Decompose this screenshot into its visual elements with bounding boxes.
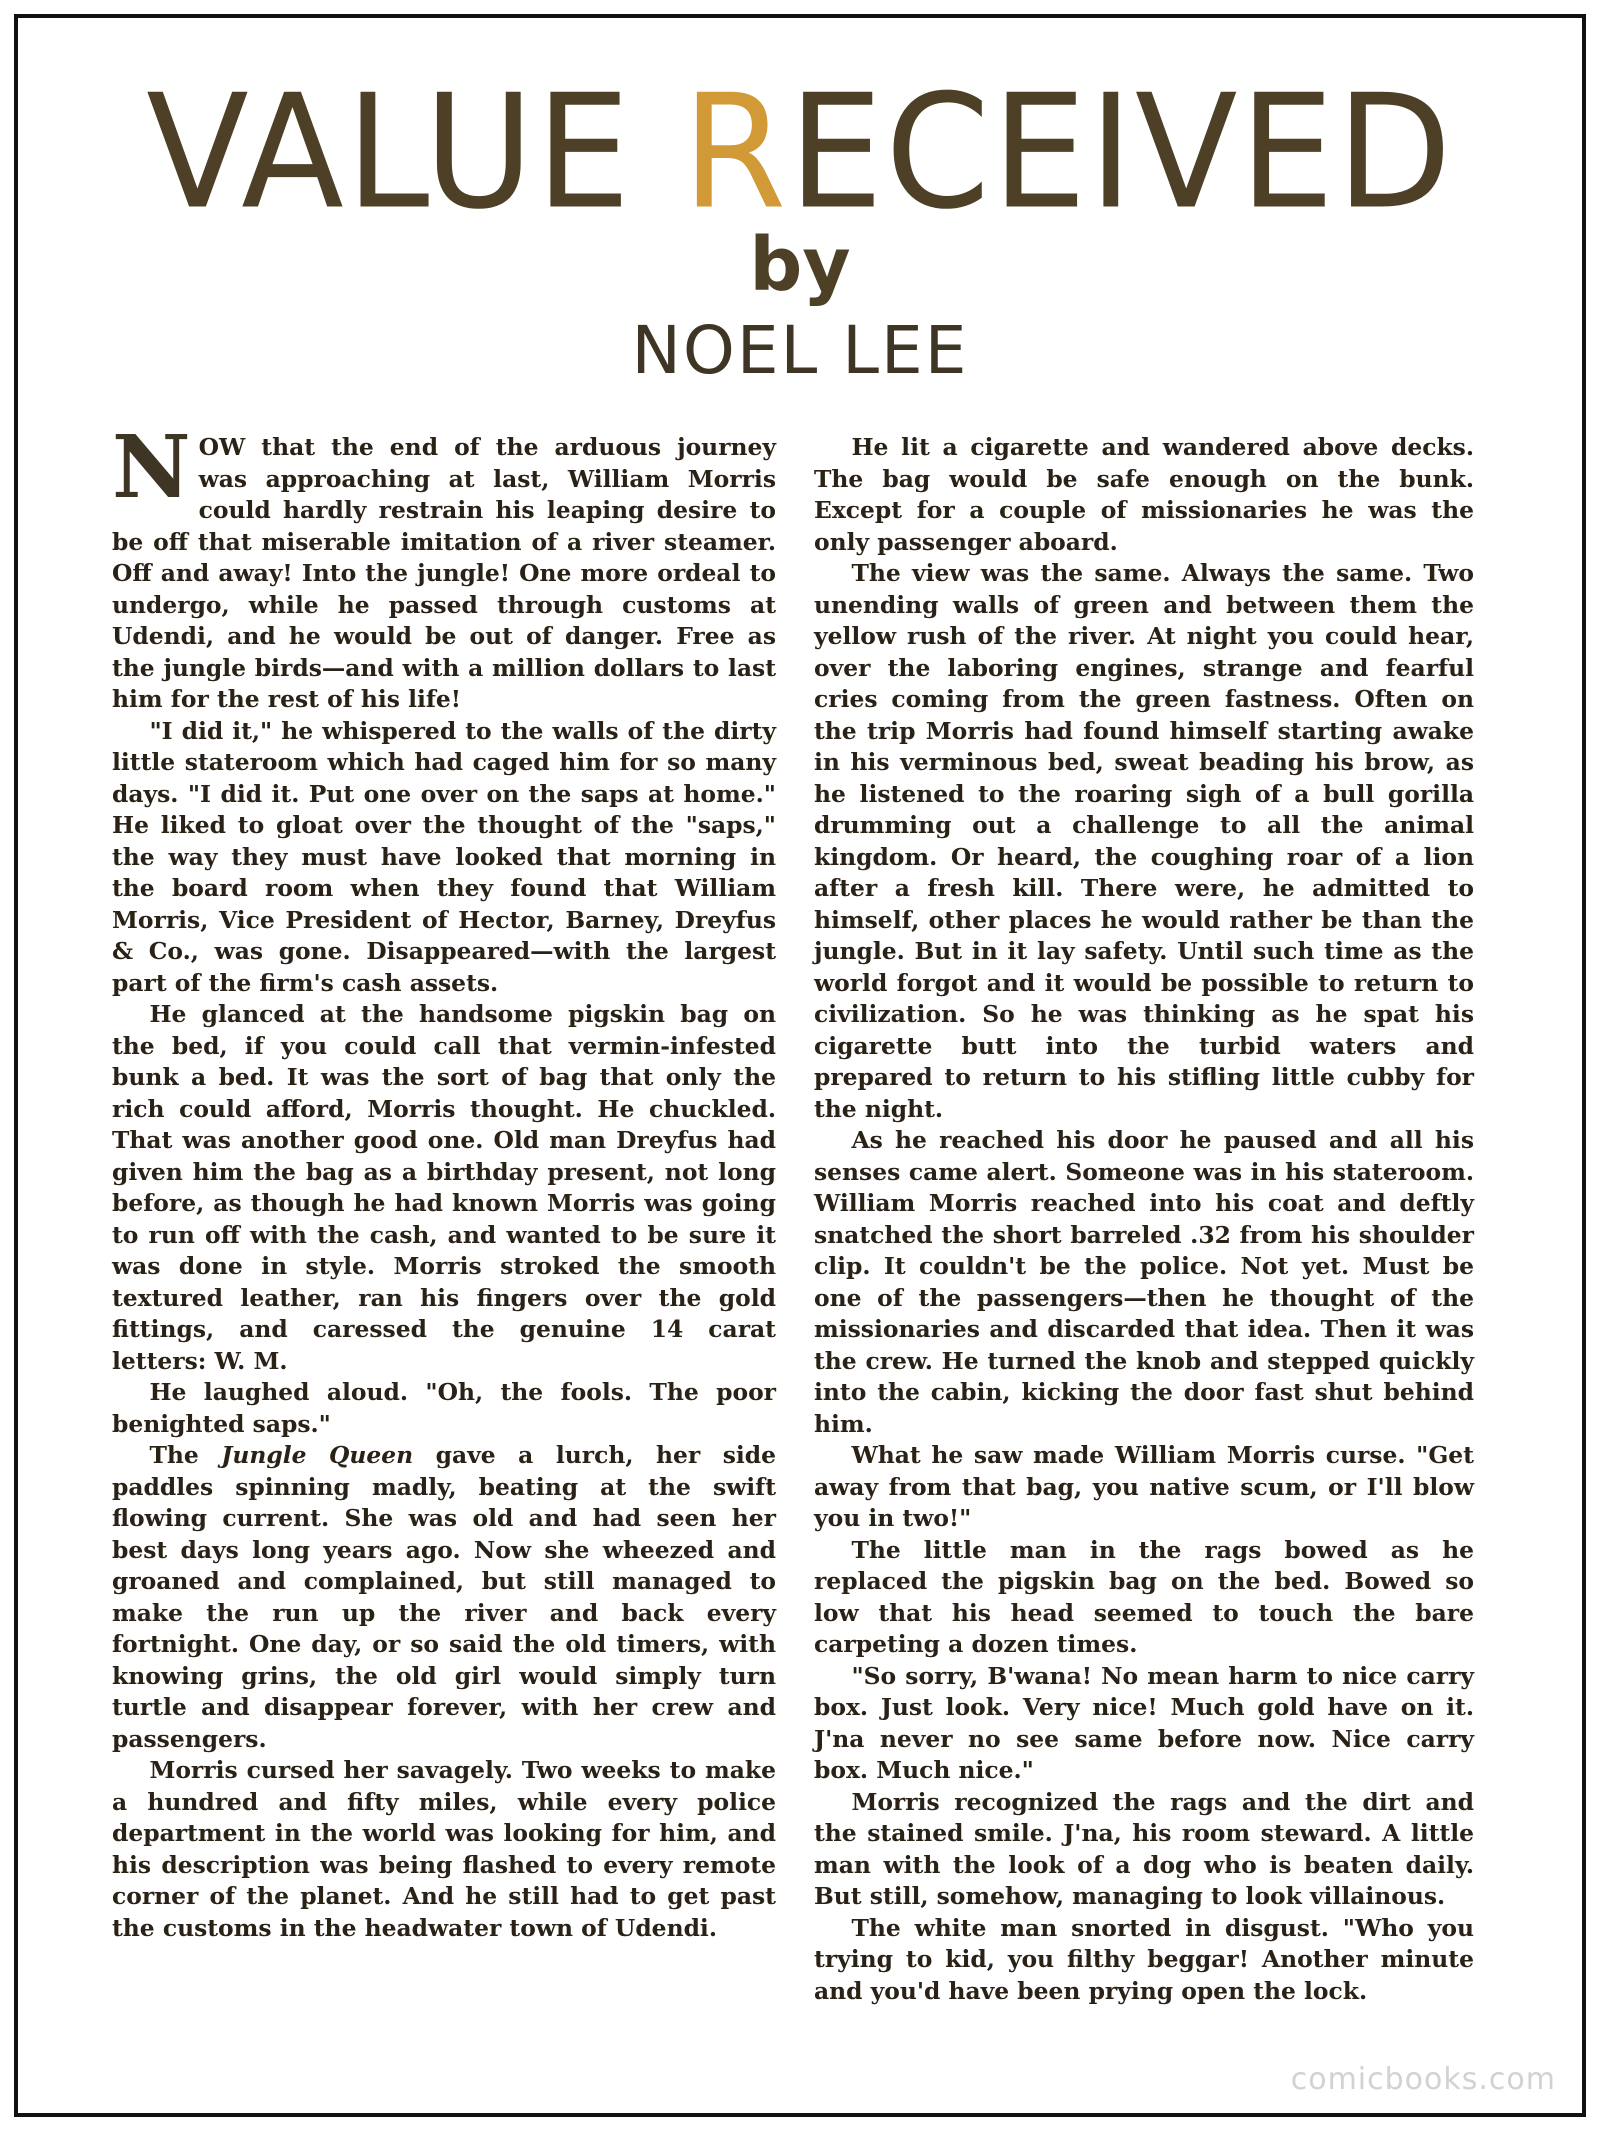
- opening-text: that the end of the arduous journey was approaching at last, William Morris could hardly restrain his leaping desire to be off that miserable imitation of a river steamer. Off and away! Into the jungle! One more ordeal to undergo, while he passed through customs at Udendi, and he would be out of danger. Free as the jungle birds—and with a million dollars to last him for the rest of his life!: [112, 433, 776, 713]
- right-column: [814, 432, 1474, 2007]
- paragraph-text: gave a lurch, her side paddles spinning madly, beating at the swift flowing current. She was old and had seen her best days long years ago. Now she wheezed and groaned and complained, but still managed to make the run up the river and back every fortnight. One day, or so said the old timers, with knowing grins, the old girl would simply turn turtle and disappear forever, with her crew and passengers.: [112, 1441, 777, 1753]
- title-accent-letter: R: [682, 61, 789, 245]
- paragraph: As he reached his door he paused and all his senses came alert. Someone was in his stateroom. William Morris reached into his coat and deftly snatched the short barreled .32 from his shoulder clip. It couldn't be the police. Not yet. Must be one of the passengers—then he thought of the missionaries and discarded that idea. Then it was the crew. He turned the knob and stepped quickly into the cabin, kicking the door fast shut behind him.: [814, 1126, 1474, 1438]
- drop-cap: N: [112, 417, 191, 518]
- paragraph: "So sorry, B'wana! No mean harm to nice carry box. Just look. Very nice! Much gold have on it. J'na never no see same before now. Nice carry box. Much nice.": [814, 1661, 1474, 1784]
- paragraph: The white man snorted in disgust. "Who you trying to kid, you filthy beggar! Another minute and you'd have been prying open the lock.: [814, 1913, 1474, 2005]
- left-column: [112, 417, 777, 1944]
- paragraph: The little man in the rags bowed as he replaced the pigskin bag on the bed. Bowed so low that his head seemed to touch the bare carpeting a dozen times.: [814, 1535, 1474, 1658]
- ship-name: Jungle Queen: [221, 1441, 414, 1469]
- title-word-value: VALUE: [146, 61, 683, 245]
- title-word-received: ECEIVED: [788, 61, 1454, 245]
- watermark: comicbooks.com: [1290, 2062, 1556, 2097]
- paragraph: "I did it," he whispered to the walls of the dirty little stateroom which had caged him for so many days. "I did it. Put one over on the saps at home." He liked to gloat over the thought of the "saps," the way they must have looked that morning in the board room when they found that William Morris, Vice President of Hector, Barney, Dreyfus & Co., was gone. Disappeared—with the largest part of the firm's cash assets.: [112, 716, 776, 997]
- story-title: [0, 61, 1600, 245]
- paragraph: He glanced at the handsome pigskin bag on the bed, if you could call that vermin-infested bunk a bed. It was the sort of bag that only the rich could afford, Morris thought. He chuckled. That was another good one. Old man Dreyfus had given him the bag as a birthday present, not long before, as though he had known Morris was going to run off with the cash, and wanted to be sure it was done in style. Morris stroked the smooth textured leather, ran his fingers over the gold fittings, and caressed the genuine 14 carat letters: W. M.: [112, 1000, 776, 1375]
- opening-small-caps: OW: [198, 433, 246, 461]
- paragraph: He lit a cigarette and wandered above decks. The bag would be safe enough on the bunk. Except for a couple of missionaries he was the only passenger aboard.: [814, 433, 1474, 556]
- author-name: NOEL LEE: [631, 312, 969, 389]
- byline: by: [749, 222, 851, 308]
- paragraph: He laughed aloud. "Oh, the fools. The poor benighted saps.": [112, 1378, 776, 1438]
- paragraph-opening: [112, 417, 776, 716]
- paragraph: The view was the same. Always the same. Two unending walls of green and between them the yellow rush of the river. At night you could hear, over the laboring engines, strange and fearful cries coming from the green fastness. Often on the trip Morris had found himself starting awake in his verminous bed, sweat beading his brow, as he listened to the roaring sigh of a bull gorilla drumming out a challenge to all the animal kingdom. Or heard, the coughing roar of a lion after a fresh kill. There were, he admitted to himself, other places he would rather be than the jungle. But in it lay safety. Until such time as the world forgot and it would be possible to return to civilization. So he was thinking as he spat his cigarette butt into the turbid waters and prepared to return to his stifling little cubby for the night.: [814, 559, 1474, 1123]
- paragraph: Morris recognized the rags and the dirt and the stained smile. J'na, his room steward. A little man with the look of a dog who is beaten daily. But still, somehow, managing to look villainous.: [814, 1787, 1474, 1910]
- paragraph-text: The: [149, 1441, 222, 1469]
- paragraph-jungle-queen: [112, 1440, 776, 1755]
- paragraph: Morris cursed her savagely. Two weeks to make a hundred and fifty miles, while every police department in the world was looking for him, and his description was being flashed to every remote corner of the planet. And he still had to get past the customs in the headwater town of Udendi.: [112, 1756, 776, 1942]
- paragraph: What he saw made William Morris curse. "Get away from that bag, you native scum, or I'll blow you in two!": [814, 1441, 1474, 1532]
